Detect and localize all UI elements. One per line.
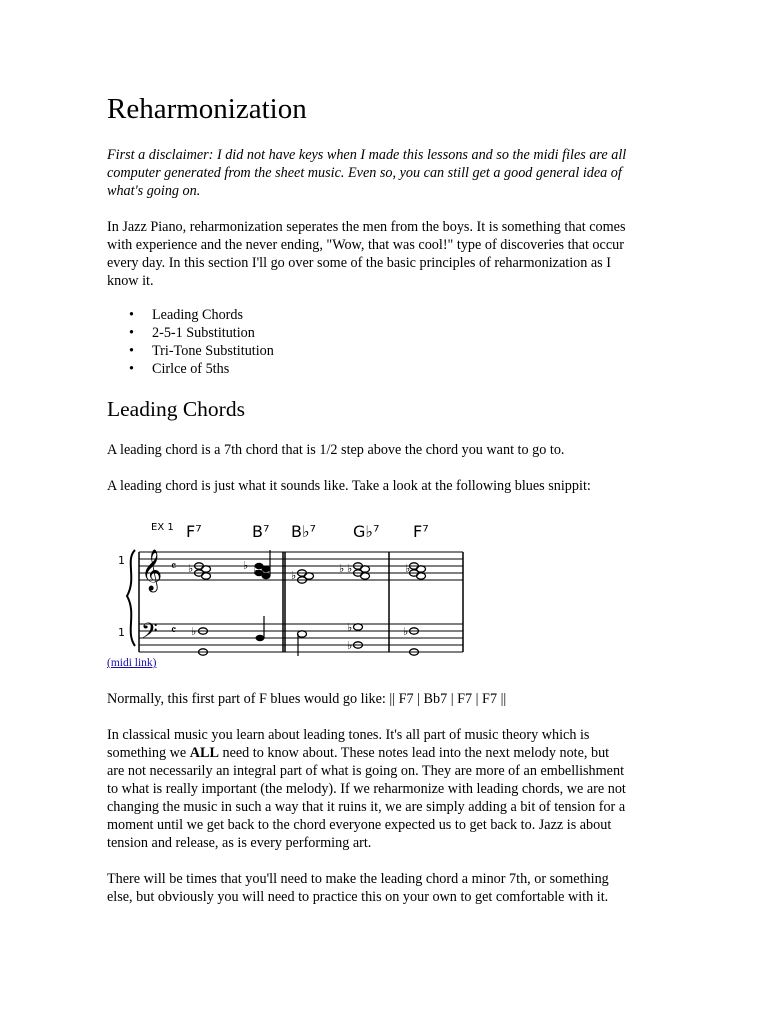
definition-paragraph bbox=[107, 441, 564, 459]
svg-text:♭: ♭ bbox=[347, 621, 353, 634]
chord-symbol: F⁷ bbox=[413, 522, 429, 541]
svg-text:♭: ♭ bbox=[403, 625, 409, 638]
disclaimer-line: computer generated from the sheet music. Even so, you can still get a good general idea of bbox=[107, 165, 622, 181]
classical-line: to what is really important (the melody). If we reharmonize with leading chords, we are not bbox=[107, 781, 626, 797]
chord-symbol: G♭⁷ bbox=[353, 522, 380, 541]
topic-item-tritone: • Tri-Tone Substitution bbox=[107, 342, 274, 360]
measure-number: 1 bbox=[118, 626, 125, 639]
snippet-intro-paragraph bbox=[107, 477, 591, 495]
svg-text:♭: ♭ bbox=[347, 639, 353, 652]
disclaimer-line: First a disclaimer: I did not have keys when I made this lessons and so the midi files are all bbox=[107, 147, 627, 163]
svg-text:♭: ♭ bbox=[339, 562, 345, 575]
measure-number: 1 bbox=[118, 554, 125, 567]
classical-line: changing the music in such a way that it ruins it, we are simply adding a bit of tension for a bbox=[107, 799, 626, 815]
definition-line: A leading chord is a 7th chord that is 1/2 step above the chord you want to go to. bbox=[107, 442, 565, 458]
section-heading: Leading Chords bbox=[107, 397, 245, 421]
intro-line: In Jazz Piano, reharmonization seperates the men from the boys. It is something that comes bbox=[107, 219, 626, 235]
intro-paragraph bbox=[107, 218, 626, 290]
disclaimer-line: what's going on. bbox=[107, 183, 201, 199]
midi-link[interactable]: (midi link) bbox=[107, 657, 157, 669]
topic-item-2-5-1: • 2-5-1 Substitution bbox=[107, 324, 274, 342]
svg-text:♭: ♭ bbox=[291, 569, 297, 582]
closing-line: else, but obviously you will need to practice this on your own to get comfortable with it. bbox=[107, 889, 609, 905]
chord-symbol: B⁷ bbox=[252, 522, 270, 541]
intro-line: with experience and the never ending, "Wow, that was cool!" type of discoveries that occur bbox=[107, 237, 624, 253]
chord-symbol: F⁷ bbox=[186, 522, 202, 541]
treble-clef-icon: 𝄞 bbox=[141, 550, 163, 591]
svg-text:♭: ♭ bbox=[253, 564, 259, 577]
closing-line: There will be times that you'll need to make the leading chord a minor 7th, or something bbox=[107, 871, 609, 887]
classical-line: are not necessarily an integral part of what is going on. They are more of an embellishment bbox=[107, 763, 625, 779]
svg-text:♭: ♭ bbox=[191, 625, 197, 638]
intro-line: every day. In this section I'll go over some of the basic principles of reharmonization as I bbox=[107, 255, 611, 271]
svg-text:♭: ♭ bbox=[347, 562, 353, 575]
topic-item-circle-of-5ths: • Cirlce of 5ths bbox=[107, 360, 274, 378]
svg-text:♭: ♭ bbox=[188, 562, 194, 575]
normal-progression-paragraph bbox=[107, 690, 506, 708]
topic-item-leading-chords: • Leading Chords bbox=[107, 306, 274, 324]
example-label: EX 1 bbox=[151, 522, 174, 533]
classical-line: moment until we get back to the chord everyone expected us to get back to. Jazz is about bbox=[107, 817, 612, 833]
classical-line: tension and release, as is every performing art. bbox=[107, 835, 372, 851]
bass-clef-icon: 𝄢 bbox=[141, 619, 158, 649]
bass-quarter-note bbox=[256, 616, 265, 641]
classical-line: In classical music you learn about leading tones. It's all part of music theory which is bbox=[107, 727, 590, 743]
classical-text: need to know about. These notes lead into the next melody note, but bbox=[218, 745, 610, 761]
classical-paragraph bbox=[107, 726, 626, 852]
topic-list bbox=[107, 306, 274, 378]
normal-progression-line: Normally, this first part of F blues would go like: || F7 | Bb7 | F7 | F7 || bbox=[107, 691, 507, 707]
brace-icon bbox=[127, 550, 135, 646]
intro-line: know it. bbox=[107, 273, 154, 289]
page-title: Reharmonization bbox=[107, 93, 307, 125]
chord-symbol: B♭⁷ bbox=[291, 522, 316, 541]
music-notation-image bbox=[107, 516, 467, 658]
common-time-icon: 𝄴 bbox=[171, 559, 177, 573]
emphasis-all: ALL bbox=[189, 745, 219, 761]
snippet-intro-line: A leading chord is just what it sounds like. Take a look at the following blues snippit: bbox=[107, 478, 591, 494]
closing-paragraph bbox=[107, 870, 609, 906]
disclaimer-paragraph bbox=[107, 146, 626, 200]
classical-line bbox=[107, 744, 626, 762]
classical-text: something we bbox=[107, 745, 190, 761]
bass-notes bbox=[199, 624, 419, 655]
common-time-icon: 𝄴 bbox=[171, 623, 177, 637]
svg-text:♭: ♭ bbox=[243, 559, 249, 572]
svg-text:♭: ♭ bbox=[405, 562, 411, 575]
